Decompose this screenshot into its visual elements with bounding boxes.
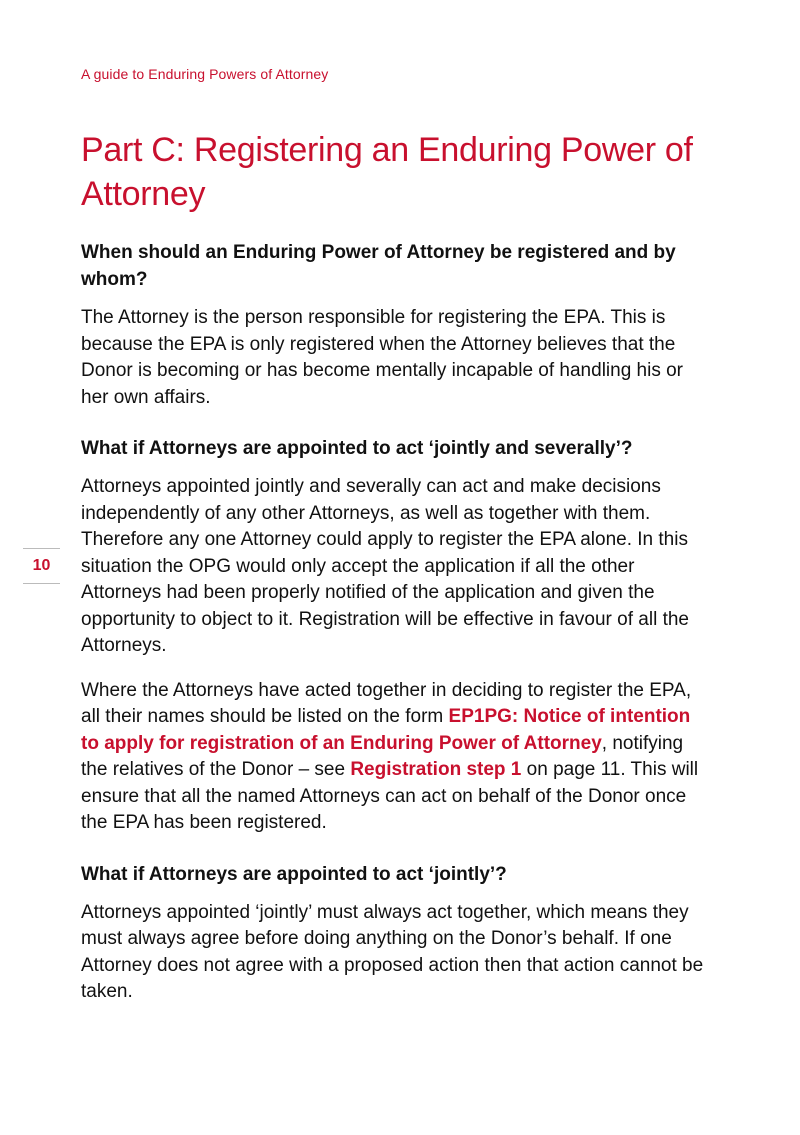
- paragraph-text: on page 11. This will ensure that all the named Attorneys can act on behalf of the Donor once the EPA has been registered.: [81, 759, 699, 833]
- paragraph-text: , notifying the relatives of the Donor – see: [81, 732, 684, 780]
- section-paragraph: Attorneys appointed ‘jointly’ must always act together, which means they must always agree before doing anything on the Donor’s behalf. If one Attorney does not agree with a proposed action then that action cannot be taken.: [81, 901, 704, 1002]
- section-heading-when-registered: When should an Enduring Power of Attorney be registered and by whom?: [81, 242, 676, 290]
- section-paragraph: The Attorney is the person responsible for registering the EPA. This is because the EPA is only registered when the Attorney believes that the Donor is becoming or has become mentally incapable of handling his or her own affairs.: [81, 307, 684, 408]
- running-header: A guide to Enduring Powers of Attorney: [81, 66, 329, 82]
- section-heading-jointly-and-severally: What if Attorneys are appointed to act ‘jointly and severally’?: [81, 438, 633, 459]
- registration-step-1-link[interactable]: Registration step 1: [350, 759, 522, 780]
- page-number: 10: [23, 548, 60, 584]
- section-heading-jointly: What if Attorneys are appointed to act ‘jointly’?: [81, 863, 507, 885]
- document-body: [81, 239, 711, 1006]
- section-paragraph: Attorneys appointed jointly and severally can act and make decisions independently of any other Attorneys, as well as together with them. Therefore any one Attorney could apply to register the EPA alone. In this situation the OPG would only accept the application if all the other Attorneys had been properly notified of the application and given the opportunity to object to it. Registration will be effective in favour of all the Attorneys.: [81, 476, 689, 656]
- paragraph-text: Where the Attorneys have acted together in deciding to register the EPA, all their names should be listed on the form: [81, 679, 692, 727]
- ep1pg-form-link[interactable]: EP1PG: Notice of intention to apply for registration of an Enduring Power of Attorney: [81, 706, 691, 754]
- page-title: Part C: Registering an Enduring Power of Attorney: [81, 131, 693, 213]
- section-paragraph-with-links: [81, 678, 711, 837]
